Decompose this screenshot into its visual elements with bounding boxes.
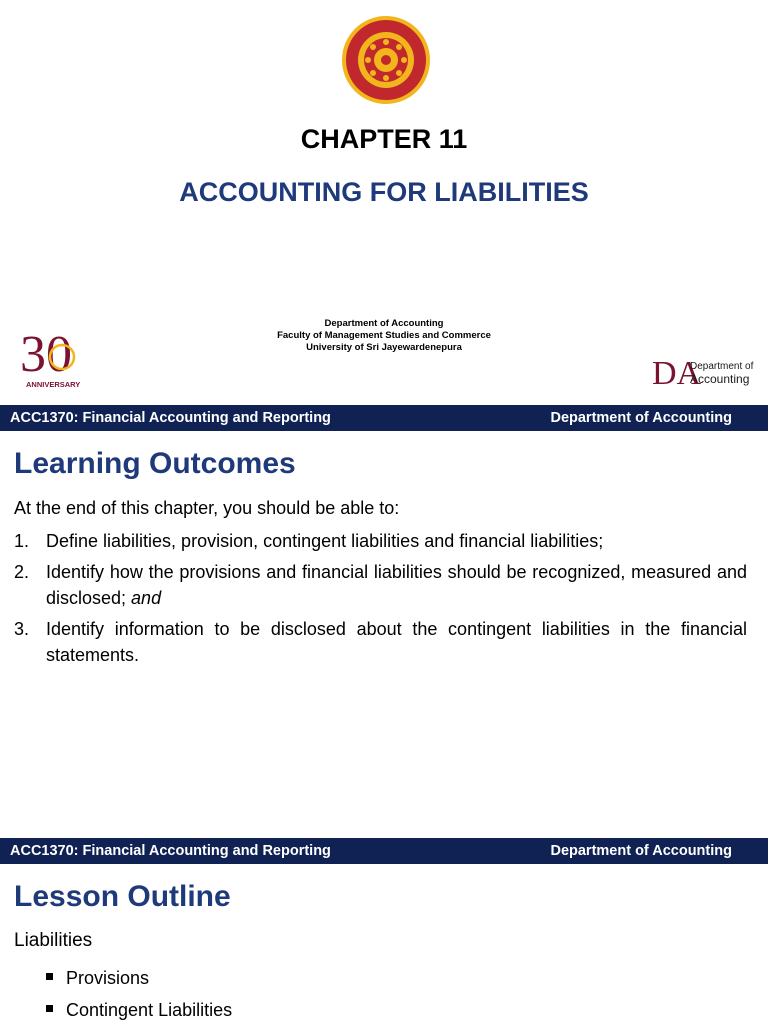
item-emphasis: and <box>131 588 162 608</box>
intro-text: At the end of this chapter, you should be able to: <box>14 498 400 518</box>
item-number: 1. <box>14 531 30 551</box>
square-bullet-icon <box>46 973 53 980</box>
chapter-title: ACCOUNTING FOR LIABILITIES <box>179 177 589 207</box>
item-text: Provisions <box>66 968 150 988</box>
30th-anniversary-logo <box>20 323 92 403</box>
dept-label: Department of Accounting <box>550 843 732 859</box>
list-item <box>14 559 747 611</box>
item-text: Contingent Liabilities <box>66 1000 233 1020</box>
anniversary-label: ANNIVERSARY <box>26 380 81 389</box>
slide-title: Learning Outcomes <box>14 447 296 480</box>
learning-outcomes-slide <box>0 405 768 838</box>
item-text: Identify information to be disclosed about the contingent liabilities in the financial statements. <box>46 619 747 665</box>
list-item <box>46 994 232 1026</box>
da-line2: Accounting <box>690 372 750 386</box>
item-text: Define liabilities, provision, contingent liabilities and financial liabilities; <box>46 531 604 551</box>
list-item <box>14 616 747 668</box>
outcomes-list <box>14 528 747 673</box>
outline-heading: Liabilities <box>14 930 93 951</box>
course-label: ACC1370: Financial Accounting and Reporting <box>10 843 331 859</box>
title-slide <box>0 0 768 405</box>
faculty-line: Faculty of Management Studies and Commerce <box>277 330 491 341</box>
dept-label: Department of Accounting <box>550 410 732 426</box>
list-item <box>14 528 747 554</box>
square-bullet-icon <box>46 1005 53 1012</box>
university-seal-logo <box>341 15 431 105</box>
item-number: 3. <box>14 619 30 639</box>
da-monogram-icon <box>650 350 702 394</box>
outline-list <box>46 962 232 1026</box>
slide-header-bar <box>0 838 768 864</box>
department-info <box>0 318 768 354</box>
anniversary-number: 30 <box>20 326 72 383</box>
department-of-accounting-logo <box>650 350 760 394</box>
lesson-outline-slide <box>0 838 768 1024</box>
item-number: 2. <box>14 562 30 582</box>
slide-header-bar <box>0 405 768 431</box>
chapter-number: CHAPTER 11 <box>300 124 468 154</box>
slide-title: Lesson Outline <box>14 880 231 913</box>
list-item <box>46 962 232 994</box>
dept-line: Department of Accounting <box>324 318 444 329</box>
da-line1: Department of <box>690 361 754 372</box>
da-letters: DA <box>652 355 702 392</box>
university-line: University of Sri Jayewardenepura <box>306 342 462 353</box>
item-text: Identify how the provisions and financial liabilities should be recognized, measured and disclosed; <box>46 562 747 608</box>
course-label: ACC1370: Financial Accounting and Reporting <box>10 410 331 426</box>
